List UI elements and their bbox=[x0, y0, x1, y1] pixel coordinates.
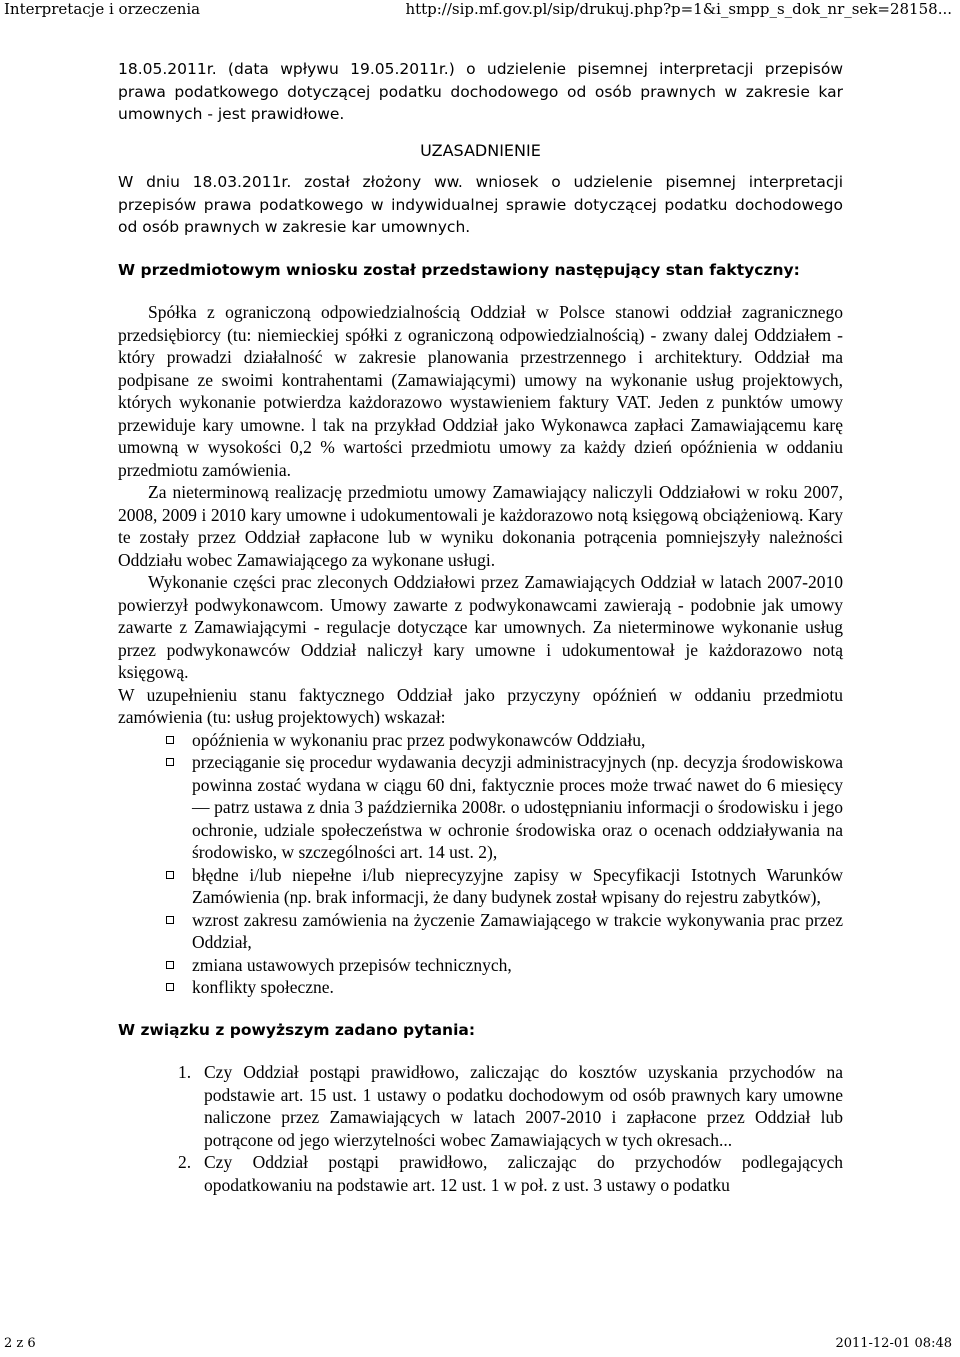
reason-text: konflikty społeczne. bbox=[192, 977, 334, 997]
reason-text: opóźnienia w wykonaniu prac przez podwykonawców Oddziału, bbox=[192, 729, 646, 750]
reasons-list bbox=[118, 729, 843, 999]
header-title: Interpretacje i orzeczenia bbox=[4, 0, 201, 18]
bullet-square-icon bbox=[166, 983, 174, 991]
reason-text: przeciąganie się procedur wydawania decyzji administracyjnych (np. decyzja środowiskowa powinna zostać wydana w ciągu 60 dni, faktycznie proces może trwać nawet do 6 miesięcy — patrz ustawa z dnia 3 października 2008r. o udostępnianiu informacji o środowisku i jego ochronie, udziale społeczeństwa w ochronie środowiska oraz o ocenach oddziaływania na środowisko, w szczególności art. 14 ust. 2), bbox=[192, 752, 843, 862]
list-item bbox=[192, 954, 843, 977]
reason-text: błędne i/lub niepełne i/lub nieprecyzyjne zapisy w Specyfikacji Istotnych Warunków Zamówienia (np. brak informacji, że dany budynek został wpisany do rejestru zabytków), bbox=[192, 864, 843, 907]
facts-heading: W przedmiotowym wniosku został przedstawiony następujący stan faktyczny: bbox=[118, 260, 800, 279]
question-number: 2. bbox=[178, 1152, 192, 1172]
questions-list bbox=[118, 1061, 843, 1196]
first-paragraph: W dniu 18.03.2011r. został złożony ww. wniosek o udzielenie pisemnej interpretacji przepisów prawa podatkowego w indywidualnej sprawie dotyczącej podatku dochodowego od osób prawnych w zakresie kar umownych. bbox=[118, 173, 843, 236]
bullet-square-icon bbox=[166, 758, 174, 766]
document-body bbox=[118, 58, 843, 1196]
page-number: 2 z 6 bbox=[4, 1336, 36, 1351]
list-item bbox=[178, 1151, 843, 1196]
reason-text: wzrost zakresu zamówienia na życzenie Zamawiającego w trakcie wykonywania prac przez Oddział, bbox=[192, 909, 843, 952]
facts-paragraph-2: Za nieterminową realizację przedmiotu umowy Zamawiający naliczyli Oddziałowi w roku 2007, 2008, 2009 i 2010 kary umowne i udokumentowali je każdorazowo notą księgową obciążeniową. Kary te zostały przez Oddział zapłacone lub w wyniku dokonania potrącenia pomniejszyły należności Oddziału wobec Zamawiającego za wykonane usługi. bbox=[118, 482, 843, 570]
section-title: UZASADNIENIE bbox=[420, 140, 541, 160]
list-item bbox=[192, 909, 843, 954]
list-item bbox=[192, 751, 843, 864]
bullet-square-icon bbox=[166, 736, 174, 744]
questions-heading: W związku z powyższym zadano pytania: bbox=[118, 1020, 476, 1039]
bullet-square-icon bbox=[166, 871, 174, 879]
reason-text: zmiana ustawowych przepisów technicznych, bbox=[192, 954, 512, 975]
question-text: Czy Oddział postąpi prawidłowo, zaliczając do kosztów uzyskania przychodów na podstawie art. 15 ust. 1 ustawy o podatku dochodowym od osób prawnych kary umowne naliczone przez Zamawiających w latach 2007-2010 i zapłacone przez Oddział lub potrącone od jego wierzytelności wobec Zamawiających w tych okresach... bbox=[204, 1062, 843, 1150]
question-number: 1. bbox=[178, 1062, 192, 1082]
intro-paragraph: 18.05.2011r. (data wpływu 19.05.2011r.) o udzielenie pisemnej interpretacji przepisów prawa podatkowego dotyczącej podatku dochodowego od osób prawnych w zakresie kar umownych - jest prawidłowe. bbox=[118, 60, 843, 123]
question-text: Czy Oddział postąpi prawidłowo, zaliczając do przychodów podlegających opodatkowaniu na podstawie art. 12 ust. 1 w poł. z ust. 3 ustawy o podatku bbox=[204, 1152, 843, 1195]
list-item bbox=[192, 864, 843, 909]
bullet-square-icon bbox=[166, 916, 174, 924]
facts-paragraph-3: Wykonanie części prac zleconych Oddziałowi przez Zamawiających Oddział w latach 2007-2010 powierzył podwykonawcom. Umowy zawarte z podwykonawcami zawierają - podobnie jak umowy zawarte z Zamawiającymi - regulacje dotyczące kar umownych. Za nieterminowe wykonanie usług przez podwykonawców Oddział naliczył kary umowne i udokumentował je każdorazowo notą księgową. bbox=[118, 572, 843, 682]
print-timestamp: 2011-12-01 08:48 bbox=[835, 1336, 952, 1351]
facts-paragraph-1: Spółka z ograniczoną odpowiedzialnością Oddział w Polsce stanowi oddział zagranicznego przedsiębiorcy (tu: niemieckiej spółki z ograniczoną odpowiedzialnością) - zwany dalej Oddziałem - który prowadzi działalność w zakresie planowania przestrzennego i architektury. Oddział ma podpisane ze swoimi kontrahentami (Zamawiającymi) umowy na wykonanie usług projektowych, których wykonanie potwierdza każdorazowo wystawieniem faktury VAT. Jeden z punktów umowy przewiduje kary umowne. l tak na przykład Oddział jako Wykonawca zapłaci Zamawiającemu karę umowną w wysokości 0,2 % wartości przedmiotu umowy za każdy dzień opóźnienia w oddaniu przedmiotu zamówienia. bbox=[118, 302, 843, 480]
print-header bbox=[0, 0, 960, 24]
list-item bbox=[192, 976, 843, 999]
header-url: http://sip.mf.gov.pl/sip/drukuj.php?p=1&i_smpp_s_dok_nr_sek=28158... bbox=[405, 0, 952, 18]
print-footer bbox=[0, 1334, 960, 1356]
bullet-square-icon bbox=[166, 961, 174, 969]
facts-paragraph-4: W uzupełnieniu stanu faktycznego Oddział jako przyczyny opóźnień w oddaniu przedmiotu zamówienia (tu: usług projektowych) wskazał: bbox=[118, 684, 843, 727]
list-item bbox=[178, 1061, 843, 1151]
list-item bbox=[192, 729, 843, 752]
